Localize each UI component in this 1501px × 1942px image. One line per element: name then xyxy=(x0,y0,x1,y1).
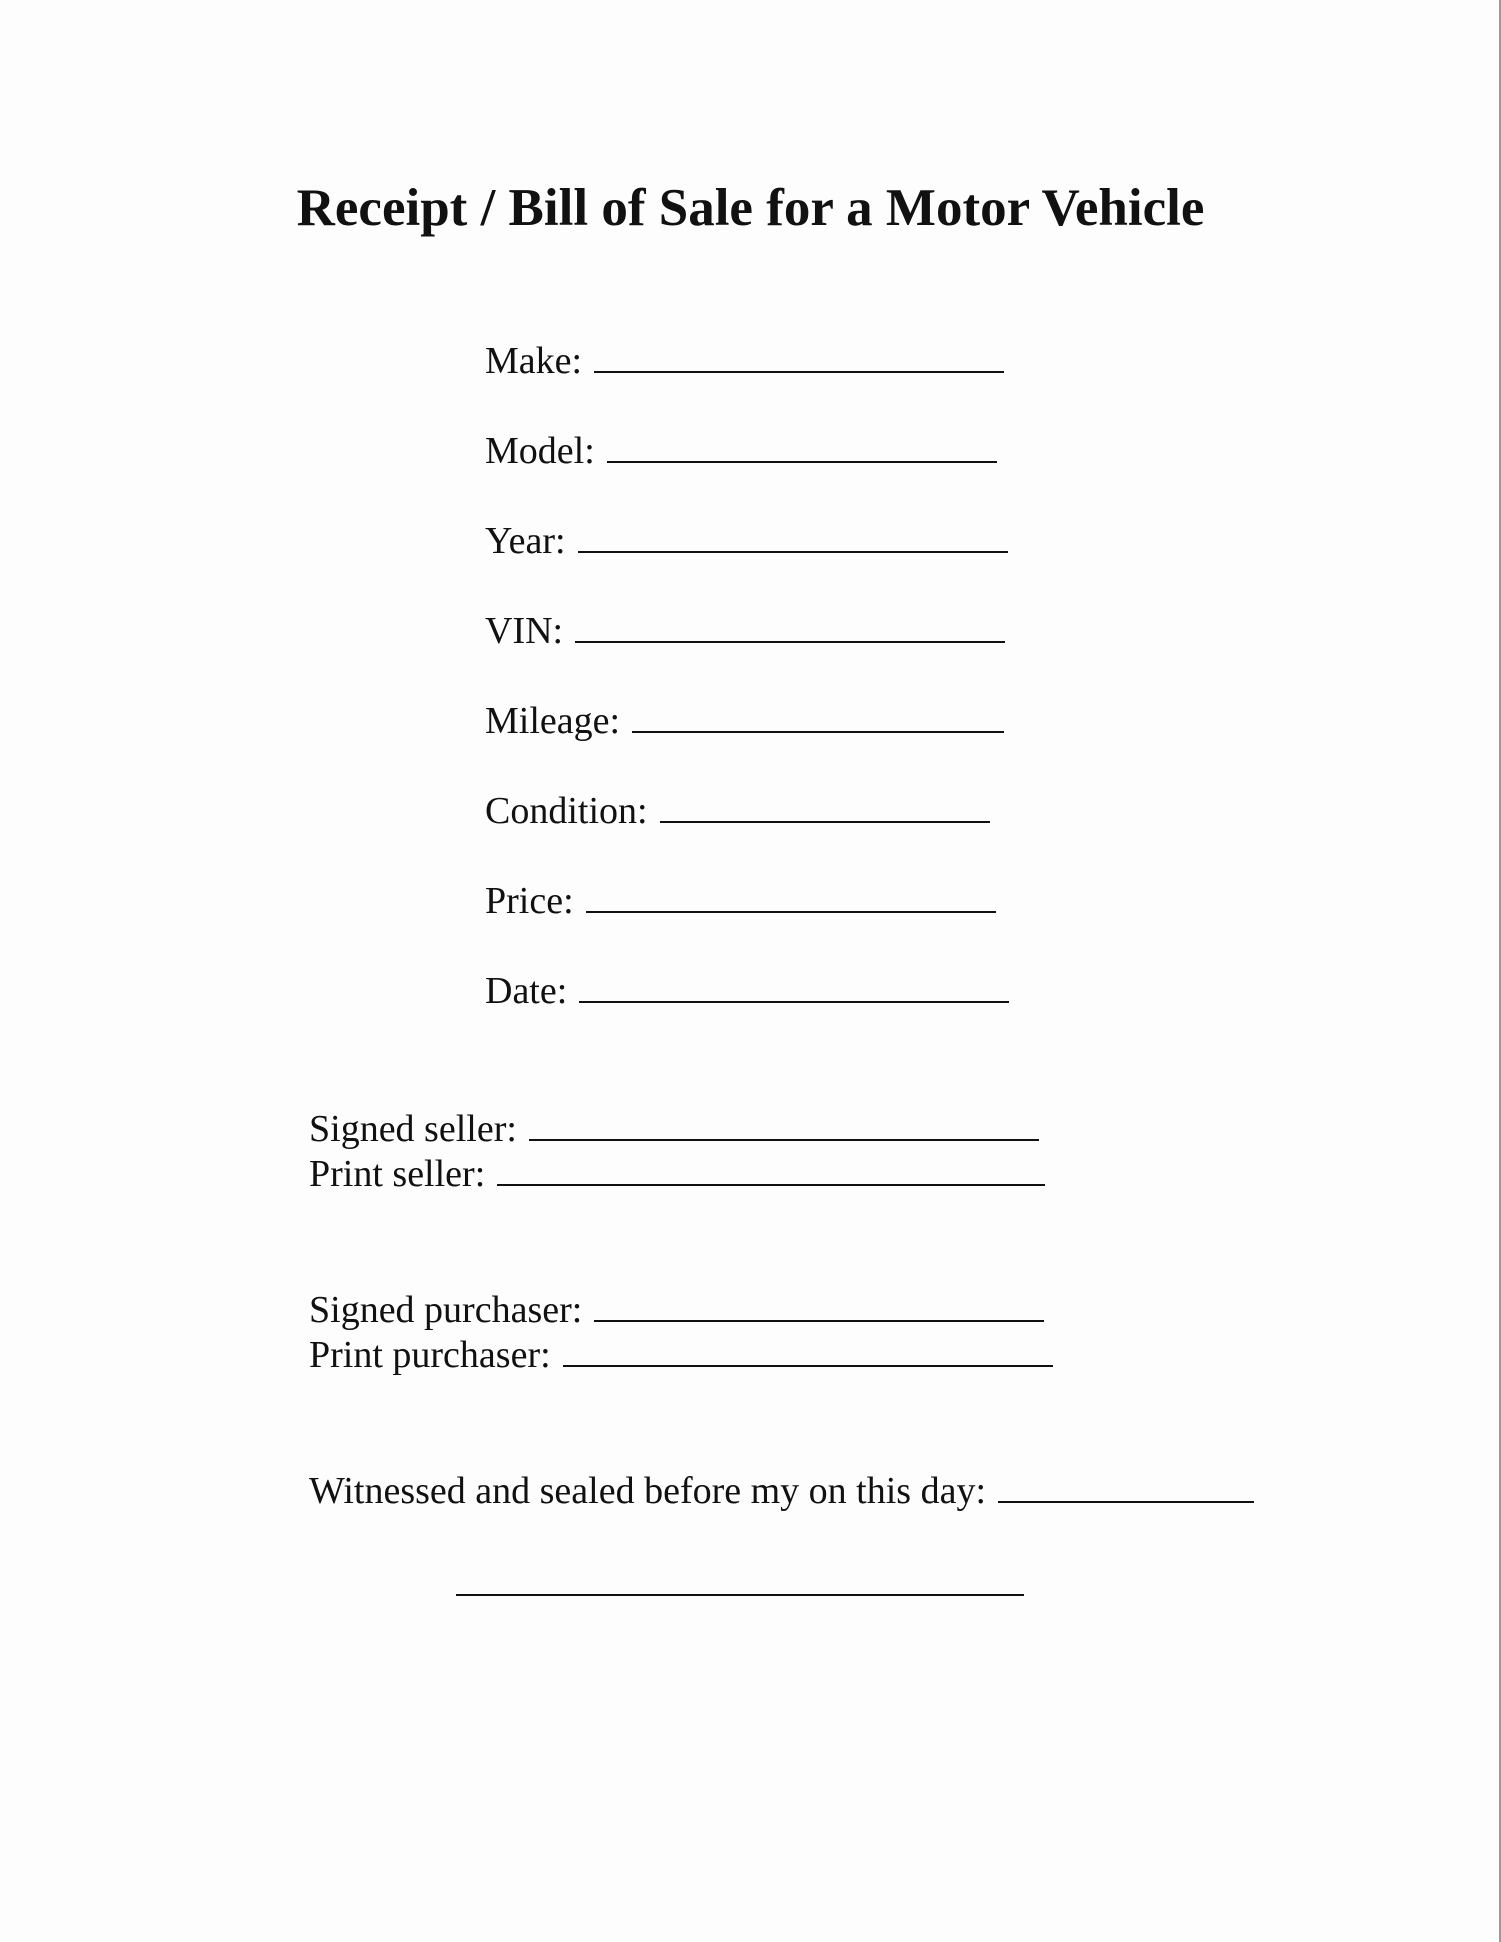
mileage-blank-line[interactable] xyxy=(632,701,1004,733)
signed-seller-field xyxy=(309,1106,1039,1152)
price-label: Price: xyxy=(485,880,574,922)
date-blank-line[interactable] xyxy=(579,971,1009,1003)
model-label: Model: xyxy=(485,430,595,472)
model-field xyxy=(485,428,997,474)
vin-field xyxy=(485,608,1005,654)
price-field xyxy=(485,878,996,924)
model-blank-line[interactable] xyxy=(607,431,997,463)
year-label: Year: xyxy=(485,520,566,562)
condition-field xyxy=(485,788,990,834)
year-blank-line[interactable] xyxy=(578,521,1008,553)
signed-purchaser-label: Signed purchaser: xyxy=(309,1289,583,1331)
print-purchaser-label: Print purchaser: xyxy=(309,1334,551,1376)
witness-field xyxy=(309,1468,1254,1514)
date-label: Date: xyxy=(485,970,568,1012)
print-seller-blank-line[interactable] xyxy=(497,1154,1045,1186)
make-field xyxy=(485,338,1004,384)
date-field xyxy=(485,968,1009,1014)
condition-label: Condition: xyxy=(485,790,648,832)
make-blank-line[interactable] xyxy=(594,341,1004,373)
signed-purchaser-blank-line[interactable] xyxy=(594,1290,1044,1322)
signed-seller-blank-line[interactable] xyxy=(529,1109,1039,1141)
price-blank-line[interactable] xyxy=(586,881,996,913)
print-purchaser-blank-line[interactable] xyxy=(563,1335,1053,1367)
witness-label: Witnessed and sealed before my on this day: xyxy=(309,1470,987,1512)
vin-blank-line[interactable] xyxy=(575,611,1005,643)
condition-blank-line[interactable] xyxy=(660,791,990,823)
make-label: Make: xyxy=(485,340,583,382)
mileage-label: Mileage: xyxy=(485,700,621,742)
year-field xyxy=(485,518,1008,564)
signed-purchaser-field xyxy=(309,1287,1044,1333)
print-seller-field xyxy=(309,1151,1045,1197)
page-title: Receipt / Bill of Sale for a Motor Vehicle xyxy=(296,179,1205,237)
witness-signature-line[interactable] xyxy=(456,1594,1024,1596)
print-seller-label: Print seller: xyxy=(309,1153,486,1195)
vin-label: VIN: xyxy=(485,610,564,652)
print-purchaser-field xyxy=(309,1332,1053,1378)
mileage-field xyxy=(485,698,1004,744)
witness-date-blank-line[interactable] xyxy=(998,1471,1254,1503)
signed-seller-label: Signed seller: xyxy=(309,1108,517,1150)
